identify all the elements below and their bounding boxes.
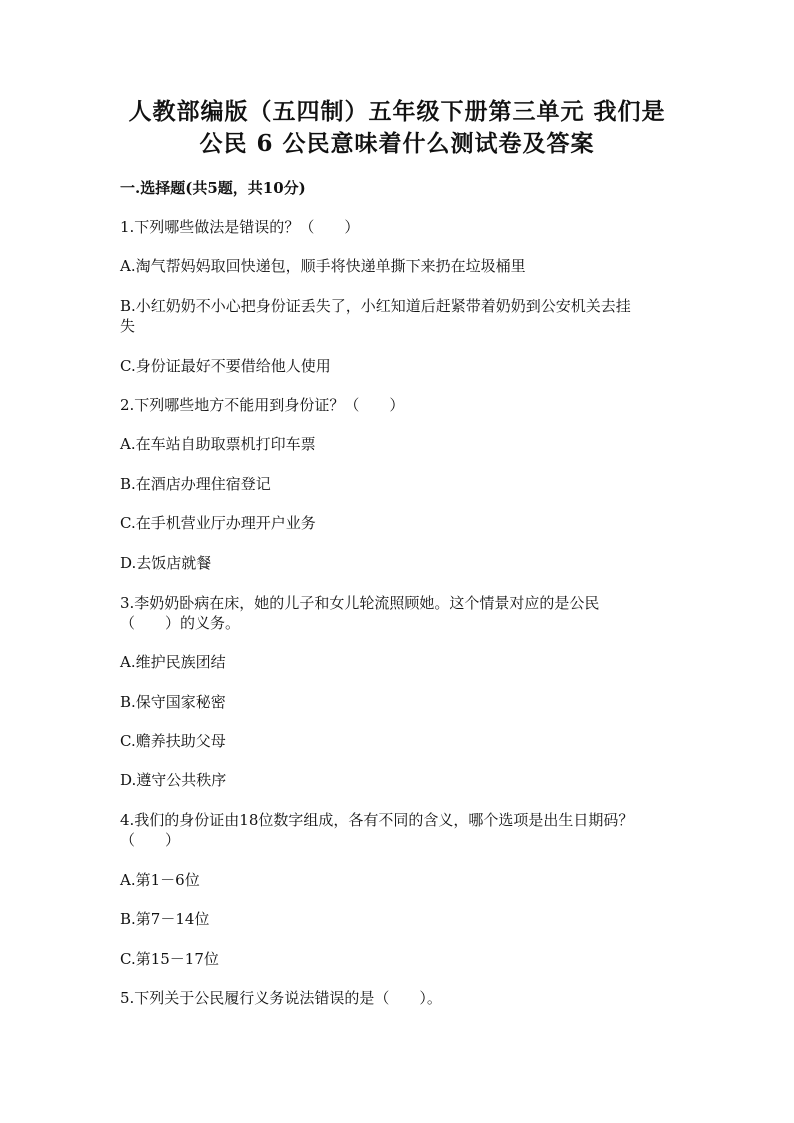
document-title-line-1: 人教部编版（五四制）五年级下册第三单元 我们是 <box>128 98 666 125</box>
question-4-option-c: C.第15－17位 <box>120 950 219 968</box>
question-1-option-b: B.小红奶奶不小心把身份证丢失了，小红知道后赶紧带着奶奶到公安机关去挂 <box>120 297 631 315</box>
question-3-option-b: B.保守国家秘密 <box>120 693 226 711</box>
question-4-stem: 4.我们的身份证由18位数字组成，各有不同的含义，哪个选项是出生日期码？ <box>120 811 634 829</box>
question-1-option-a: A.淘气帮妈妈取回快递包，顺手将快递单撕下来扔在垃圾桶里 <box>120 257 526 275</box>
section-heading: 一.选择题(共5题，共10分) <box>120 179 306 197</box>
document-title-line-2: 公民 6 公民意味着什么测试卷及答案 <box>199 130 595 157</box>
question-5-stem: 5.下列关于公民履行义务说法错误的是（ ）。 <box>120 989 442 1007</box>
question-3-option-a: A.维护民族团结 <box>120 653 226 671</box>
question-2-stem: 2.下列哪些地方不能用到身份证？（ ） <box>120 396 405 414</box>
question-1-option-c: C.身份证最好不要借给他人使用 <box>120 357 331 375</box>
question-3-stem: 3.李奶奶卧病在床，她的儿子和女儿轮流照顾她。这个情景对应的是公民 <box>120 594 600 612</box>
question-1-option-b-continued: 失 <box>120 317 136 335</box>
question-3-option-c: C.赡养扶助父母 <box>120 732 226 750</box>
question-2-option-d: D.去饭店就餐 <box>120 554 212 572</box>
question-1-stem: 1.下列哪些做法是错误的？（ ） <box>120 218 360 236</box>
question-4-stem-continued: （ ） <box>120 831 181 849</box>
question-2-option-b: B.在酒店办理住宿登记 <box>120 475 271 493</box>
question-4-option-a: A.第1－6位 <box>120 871 200 889</box>
question-4-option-b: B.第7－14位 <box>120 910 210 928</box>
question-2-option-a: A.在车站自助取票机打印车票 <box>120 435 316 453</box>
question-3-stem-continued: （ ）的义务。 <box>120 614 241 632</box>
question-2-option-c: C.在手机营业厅办理开户业务 <box>120 514 316 532</box>
question-3-option-d: D.遵守公共秩序 <box>120 771 227 789</box>
